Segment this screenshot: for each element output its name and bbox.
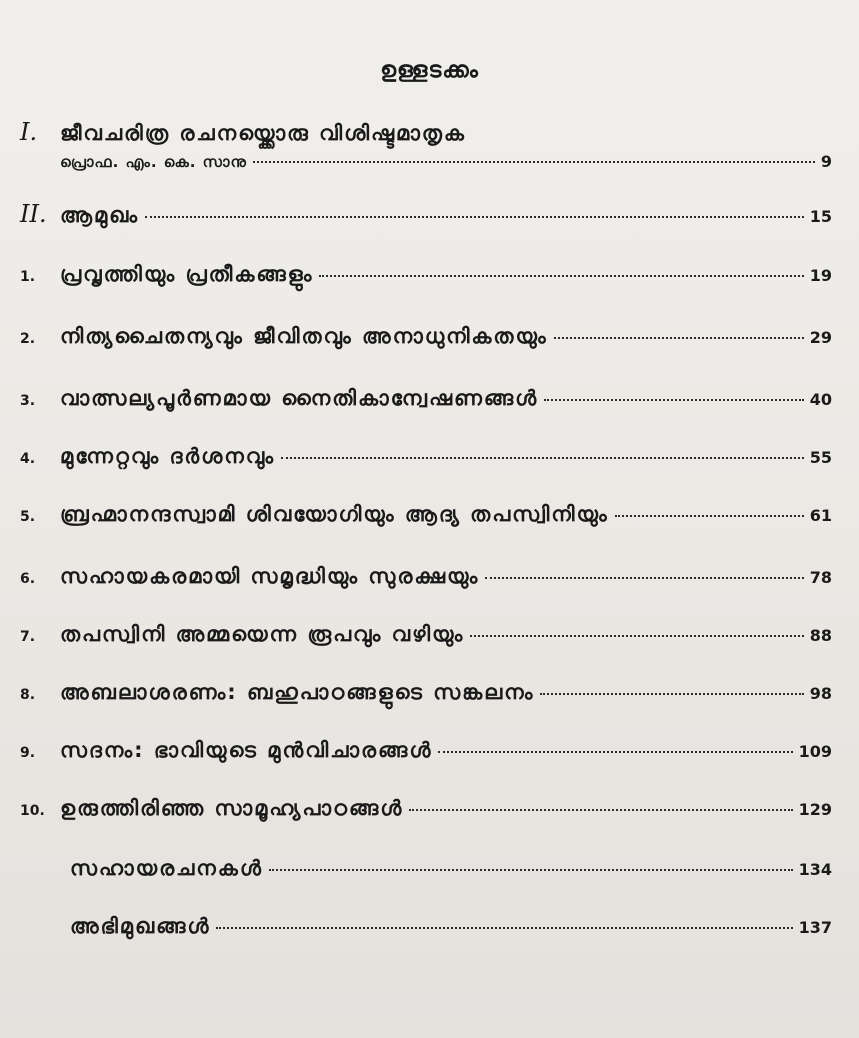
entry-title: പ്രവൃത്തിയും പ്രതീകങ്ങളും: [60, 262, 314, 286]
toc-entry-chapter-8: [20, 680, 832, 705]
toc-entry-2: [20, 200, 832, 228]
leader-dots: [409, 809, 792, 811]
toc-entry-chapter-5: [20, 502, 832, 527]
entry-title: പ്രൊഫ. എം. കെ. സാനു: [60, 153, 247, 171]
toc-entry-references: [20, 856, 832, 881]
entry-title: മുന്നേറ്റവും ദർശനവും: [60, 444, 276, 468]
entry-page: 98: [809, 684, 832, 703]
entry-page: 15: [809, 207, 832, 226]
entry-number: 2.: [20, 331, 36, 347]
leader-dots: [554, 337, 804, 339]
leader-dots: [544, 399, 803, 401]
entry-title: ബ്രഹ്മാനന്ദസ്വാമി ശിവയോഗിയും ആദ്യ തപസ്വിനിയും: [60, 502, 609, 526]
entry-number: 6.: [20, 571, 36, 587]
entry-title: നിത്യചൈതന്യവും ജീവിതവും അനാധുനികതയും: [60, 324, 548, 348]
entry-number: 7.: [20, 629, 36, 645]
entry-number: 3.: [20, 393, 36, 409]
entry-number: I.: [20, 118, 38, 146]
leader-dots: [615, 515, 804, 517]
entry-page: 78: [809, 568, 832, 587]
entry-title: അഭിമുഖങ്ങൾ: [70, 914, 211, 938]
entry-page: 29: [809, 328, 832, 347]
entry-number: 10.: [20, 803, 45, 819]
entry-page: 88: [809, 626, 832, 645]
entry-page: 129: [798, 800, 832, 819]
entry-number: II.: [20, 200, 47, 228]
entry-title: അബലാശരണം: ബഹുപാഠങ്ങളുടെ സങ്കലനം: [60, 680, 535, 704]
entry-title: സഹായകരമായി സമൃദ്ധിയും സുരക്ഷയും: [60, 564, 480, 588]
toc-entry-1-author: [60, 152, 832, 171]
entry-page: 9: [820, 152, 832, 171]
entry-page: 40: [809, 390, 832, 409]
leader-dots: [145, 216, 804, 218]
toc-entry-chapter-4: [20, 444, 832, 469]
leader-dots: [485, 577, 803, 579]
toc-entry-chapter-1: [20, 262, 832, 287]
leader-dots: [269, 869, 793, 871]
entry-page: 134: [798, 860, 832, 879]
toc-entry-1: [20, 118, 832, 146]
entry-title: ആമുഖം: [60, 203, 140, 227]
leader-dots: [470, 635, 803, 637]
leader-dots: [319, 275, 803, 277]
toc-entry-chapter-3: [20, 386, 832, 411]
entry-page: 55: [809, 448, 832, 467]
entry-number: 9.: [20, 745, 36, 761]
entry-number: 5.: [20, 509, 36, 525]
toc-entry-interviews: [20, 914, 832, 939]
toc-entry-chapter-10: [20, 796, 832, 821]
toc-entry-chapter-6: [20, 564, 832, 589]
toc-entry-chapter-2: [20, 324, 832, 349]
toc-entry-chapter-9: [20, 738, 832, 763]
entry-number: 8.: [20, 687, 36, 703]
leader-dots: [438, 751, 792, 753]
entry-page: 19: [809, 266, 832, 285]
entry-title: വാത്സല്യപൂർണമായ നൈതികാന്വേഷണങ്ങൾ: [60, 386, 539, 410]
leader-dots: [540, 693, 803, 695]
entry-page: 109: [798, 742, 832, 761]
leader-dots: [281, 457, 804, 459]
entry-page: 61: [809, 506, 832, 525]
leader-dots: [253, 161, 815, 163]
entry-title: ജീവചരിത്ര രചനയ്ക്കൊരു വിശിഷ്ടമാതൃക: [60, 121, 466, 145]
leader-dots: [216, 927, 792, 929]
entry-page: 137: [798, 918, 832, 937]
entry-title: തപസ്വിനി അമ്മയെന്ന രൂപവും വഴിയും: [60, 622, 465, 646]
entry-number: 1.: [20, 269, 36, 285]
page-title: ഉള്ളടക്കം: [380, 58, 479, 83]
entry-title: ഉരുത്തിരിഞ്ഞ സാമൂഹ്യപാഠങ്ങൾ: [60, 796, 404, 820]
entry-number: 4.: [20, 451, 36, 467]
entry-title: സഹായരചനകൾ: [70, 856, 263, 880]
toc-entry-chapter-7: [20, 622, 832, 647]
entry-title: സദനം: ഭാവിയുടെ മുൻവിചാരങ്ങൾ: [60, 738, 433, 762]
